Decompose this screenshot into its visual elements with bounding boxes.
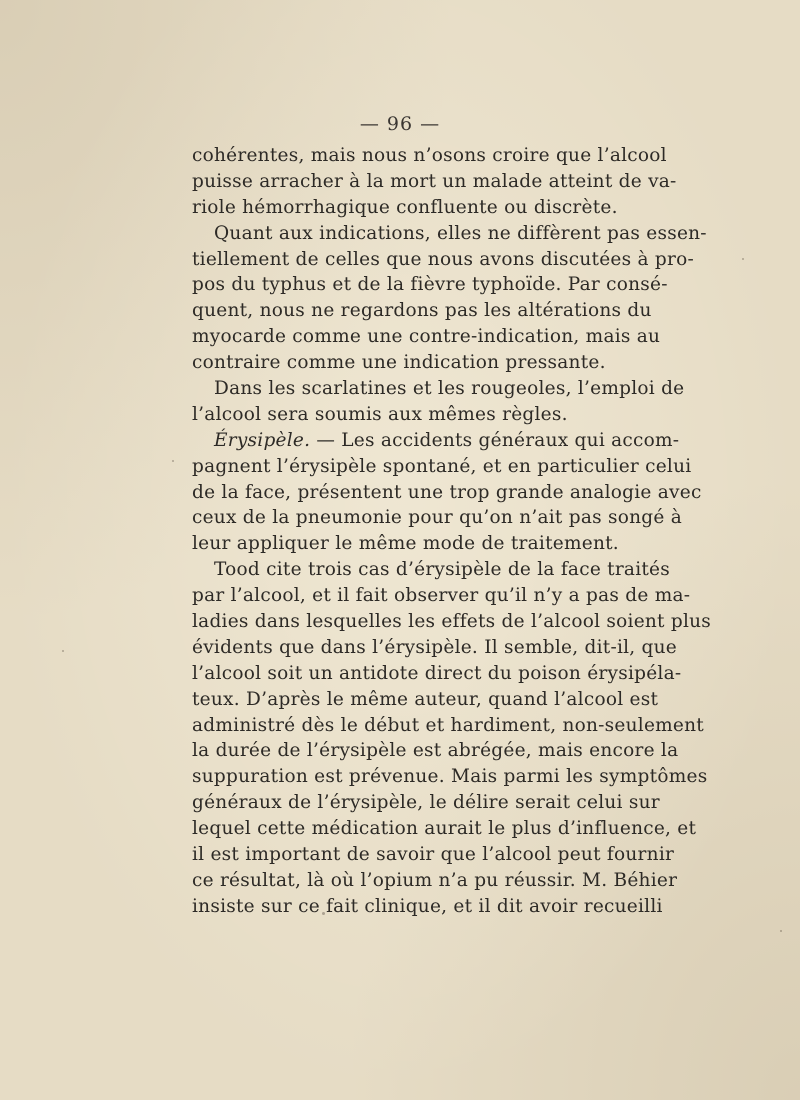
text-line-content: de la face, présentent une trop grande analogie avec [192, 481, 702, 503]
text-line-content: ceux de la pneumonie pour qu’on n’ait pas songé à [192, 507, 682, 529]
section-heading: Érysipèle. [214, 429, 311, 451]
paper-speck [742, 258, 744, 260]
text-line [192, 816, 697, 842]
text-line [192, 609, 712, 635]
text-line-content: — Les accidents généraux qui accom- [310, 429, 680, 451]
paper-speck [62, 650, 64, 652]
text-line [192, 713, 704, 739]
text-line-content: ce résultat, là où l’opium n’a pu réussir. M. Béhier [192, 869, 678, 891]
paper-speck [780, 930, 782, 932]
text-line-content: l’alcool soit un antidote direct du poison érysipéla- [192, 662, 682, 684]
text-line [192, 169, 677, 195]
text-line-content: cohérentes, mais nous n’osons croire que l’alcool [192, 145, 667, 166]
text-line-content: évidents que dans l’érysipèle. Il semble, dit-il, que [192, 636, 677, 658]
text-line-content: myocarde comme une contre-indication, mais au [192, 326, 661, 348]
text-line [192, 402, 638, 428]
text-line-content: quent, nous ne regardons pas les altérations du [192, 300, 652, 322]
text-line [192, 531, 638, 557]
text-line [192, 557, 670, 583]
text-line-content: riole hémorrhagique confluente ou discrète. [192, 196, 618, 218]
text-line [192, 376, 685, 402]
text-line-content: Quant aux indications, elles ne diffèrent pas essen- [214, 222, 707, 244]
text-line [192, 661, 682, 687]
text-line [192, 764, 708, 790]
text-line [192, 428, 680, 454]
text-line-content: il est important de savoir que l’alcool peut fournir [192, 844, 675, 866]
body-text [192, 143, 712, 920]
text-line-content: par l’alcool, et il fait observer qu’il n’y a pas de ma- [192, 585, 691, 607]
text-line-content: administré dès le début et hardiment, non-seulement [192, 714, 704, 736]
text-line-content: teux. D’après le même auteur, quand l’alcool est [192, 688, 659, 710]
text-line [192, 272, 668, 298]
text-line-content: Tood cite trois cas d’érysipèle de la face traités [214, 559, 670, 581]
text-line [192, 842, 675, 868]
page-number: — 96 — [359, 113, 441, 135]
text-line [192, 583, 691, 609]
text-line-content: lequel cette médication aurait le plus d’influence, et [192, 818, 697, 840]
text-line [192, 635, 677, 661]
text-line [192, 221, 707, 247]
text-line [192, 868, 678, 894]
text-line [192, 454, 692, 480]
text-line [192, 324, 661, 350]
text-line-content: contraire comme une indication pressante. [192, 352, 606, 374]
text-line-content: pagnent l’érysipèle spontané, et en particulier celui [192, 455, 692, 477]
paper-speck [322, 912, 325, 915]
text-line [192, 298, 652, 324]
text-line [192, 143, 667, 169]
text-line-content: pos du typhus et de la fièvre typhoïde. Par consé- [192, 274, 668, 296]
text-line-content: généraux de l’érysipèle, le délire serait celui sur [192, 792, 660, 814]
text-line [192, 247, 694, 273]
text-line-content: suppuration est prévenue. Mais parmi les symptômes [192, 766, 708, 788]
text-line-content: insiste sur ce fait clinique, et il dit avoir recueilli [192, 895, 663, 917]
text-line-content: leur appliquer le même mode de traitement. [192, 533, 619, 555]
text-line-content: la durée de l’érysipèle est abrégée, mais encore la [192, 740, 679, 762]
text-line [192, 480, 702, 506]
text-line [192, 738, 679, 764]
text-line-content: ladies dans lesquelles les effets de l’alcool soient plus [192, 611, 712, 633]
text-line [192, 505, 682, 531]
text-line [192, 687, 659, 713]
text-line [192, 894, 663, 920]
text-line-content: l’alcool sera soumis aux mêmes règles. [192, 403, 568, 425]
text-line [192, 195, 638, 221]
text-line-content: tiellement de celles que nous avons discutées à pro- [192, 248, 694, 270]
text-line-content: puisse arracher à la mort un malade atteint de va- [192, 170, 677, 192]
text-line [192, 350, 638, 376]
text-line [192, 790, 660, 816]
text-line-content: Dans les scarlatines et les rougeoles, l’emploi de [214, 378, 685, 400]
paper-speck [172, 460, 174, 462]
